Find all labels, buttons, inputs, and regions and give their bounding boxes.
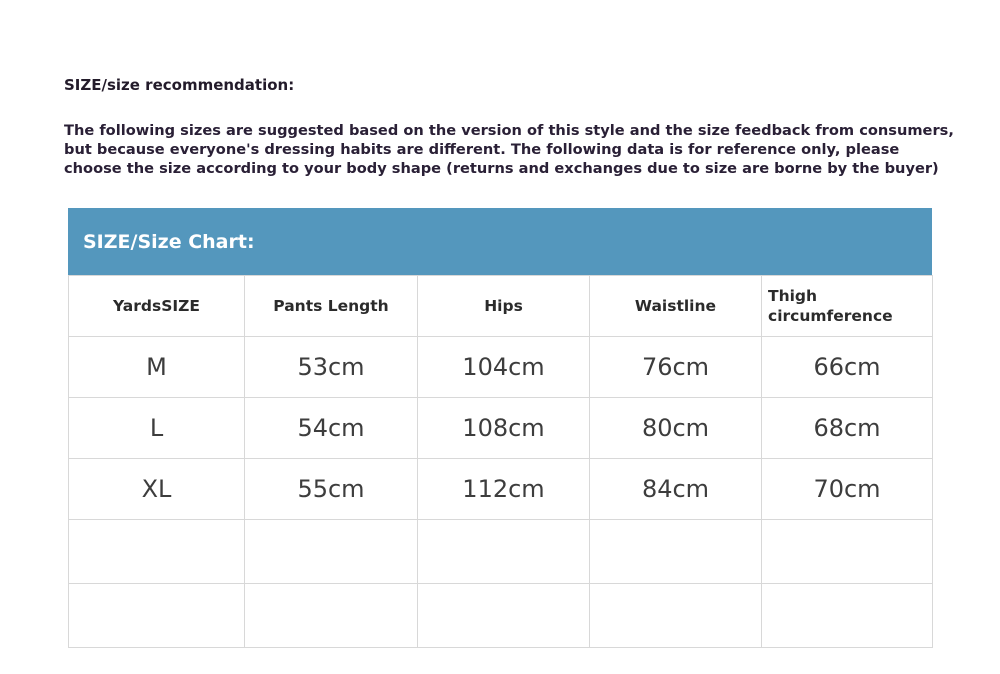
empty-cell — [418, 584, 590, 648]
size-cell: M — [69, 337, 245, 398]
size-cell: L — [69, 398, 245, 459]
table-row — [69, 398, 933, 459]
hips-cell: 104cm — [418, 337, 590, 398]
thigh-cell: 66cm — [762, 337, 933, 398]
pants-length-cell: 55cm — [245, 459, 418, 520]
empty-cell — [590, 584, 762, 648]
disclaimer-line-2: but because everyone's dressing habits are different. The following data is for reference only, please — [64, 141, 900, 158]
empty-table-row — [69, 584, 933, 648]
empty-cell — [69, 584, 245, 648]
size-chart-title: SIZE/Size Chart: — [68, 208, 932, 275]
table-row — [69, 459, 933, 520]
empty-cell — [245, 520, 418, 584]
thigh-cell: 68cm — [762, 398, 933, 459]
empty-cell — [762, 584, 933, 648]
column-header-pants-length: Pants Length — [245, 276, 418, 337]
column-header-waistline: Waistline — [590, 276, 762, 337]
empty-cell — [590, 520, 762, 584]
waistline-cell: 76cm — [590, 337, 762, 398]
waistline-cell: 84cm — [590, 459, 762, 520]
empty-cell — [418, 520, 590, 584]
size-recommendation-heading: SIZE/size recommendation: — [64, 76, 295, 94]
hips-cell: 112cm — [418, 459, 590, 520]
empty-cell — [245, 584, 418, 648]
empty-table-row — [69, 520, 933, 584]
pants-length-cell: 54cm — [245, 398, 418, 459]
size-cell: XL — [69, 459, 245, 520]
size-disclaimer — [64, 121, 964, 178]
waistline-cell: 80cm — [590, 398, 762, 459]
pants-length-cell: 53cm — [245, 337, 418, 398]
size-table — [68, 275, 933, 648]
disclaimer-line-3: choose the size according to your body shape (returns and exchanges due to size are borne by the buyer) — [64, 160, 939, 177]
column-header-size: YardsSIZE — [69, 276, 245, 337]
column-header-thigh-circumference: Thigh circumference — [762, 276, 933, 337]
size-chart — [68, 208, 932, 648]
hips-cell: 108cm — [418, 398, 590, 459]
thigh-cell: 70cm — [762, 459, 933, 520]
table-row — [69, 337, 933, 398]
disclaimer-line-1: The following sizes are suggested based on the version of this style and the size feedback from consumers, — [64, 122, 954, 139]
empty-cell — [69, 520, 245, 584]
column-header-hips: Hips — [418, 276, 590, 337]
empty-cell — [762, 520, 933, 584]
table-header-row — [69, 276, 933, 337]
